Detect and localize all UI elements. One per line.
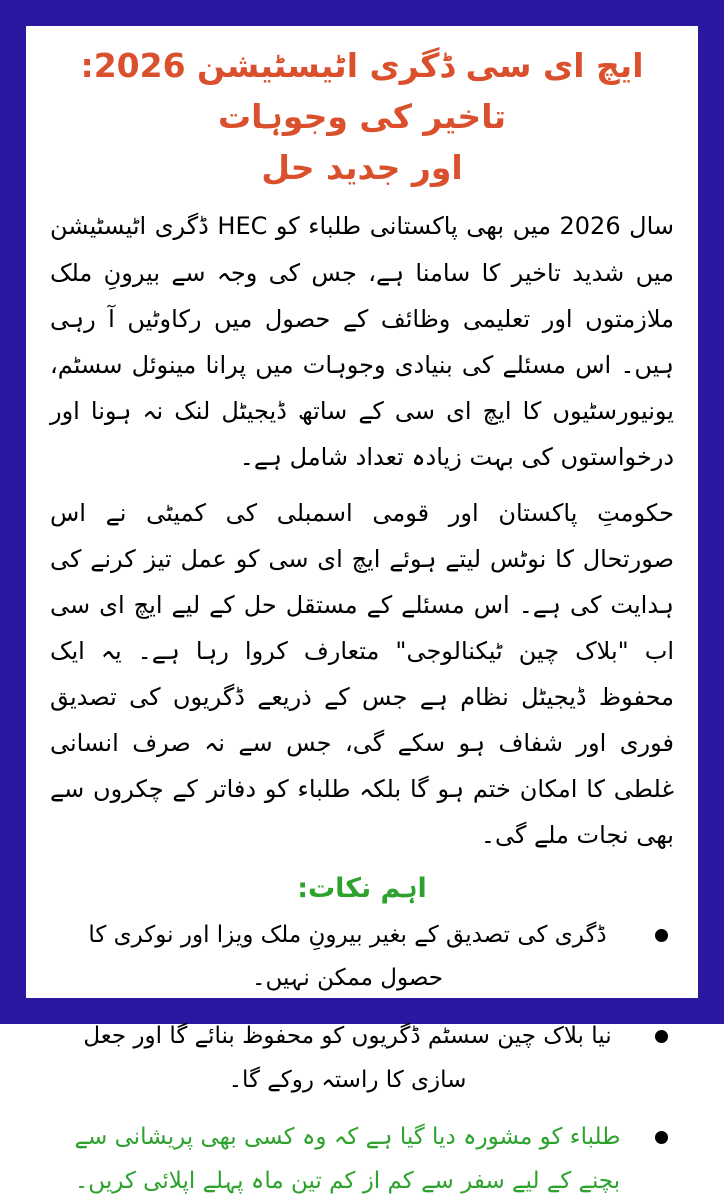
list-item [56,1015,668,1102]
paragraph-delay-reasons: سال 2026 میں بھی پاکستانی طلباء کو HEC ڈگری اٹیسٹیشن میں شدید تاخیر کا سامنا ہے، جس کی وجہ سے بیرونِ ملک ملازمتوں اور تعلیمی وظائف کے حصول میں رکاوٹیں آ رہی ہیں۔ اس مسئلے کی بنیادی وجوہات میں پرانا مینوئل سسٹم، یونیورسٹیوں کا ایچ ای سی کے ساتھ ڈیجیٹل لنک نہ ہونا اور درخواستوں کی بہت زیادہ تعداد شامل ہے۔ [50,212,674,471]
point-text-apply-early-advice: طلباء کو مشورہ دیا گیا ہے کہ وہ کسی بھی پریشانی سے بچنے کے لیے سفر سے کم از کم تین ماہ پہلے اپلائی کریں۔ [74,1124,621,1194]
bullet-icon [655,1030,668,1043]
list-item [56,1116,668,1203]
title-line-1: ایچ ای سی ڈگری اٹیسٹیشن 2026: تاخیر کی وجوہات [80,46,644,137]
title-line-2: اور جدید حل [261,148,463,188]
point-text-degree-verification: ڈگری کی تصدیق کے بغیر بیرونِ ملک ویزا اور نوکری کا حصول ممکن نہیں۔ [88,921,607,992]
page-title [50,40,674,193]
point-text-blockchain-security: نیا بلاک چین سسٹم ڈگریوں کو محفوظ بنائے گا اور جعل سازی کا راستہ روکے گا۔ [83,1022,612,1093]
key-points-list [50,914,674,1204]
paragraph-blockchain-solution: حکومتِ پاکستان اور قومی اسمبلی کی کمیٹی نے اس صورتحال کا نوٹس لیتے ہوئے ایچ ای سی کو عمل تیز کرنے کی ہدایت کی ہے۔ اس مسئلے کے مستقل حل کے لیے ایچ ای سی اب "بلاک چین ٹیکنالوجی" متعارف کروا رہا ہے۔ یہ ایک محفوظ ڈیجیٹل نظام ہے جس کے ذریعے ڈگریوں کی تصدیق فوری اور شفاف ہو سکے گی، جس سے نہ صرف انسانی غلطی کا امکان ختم ہو گا بلکہ طلباء کو دفاتر کے چکروں سے بھی نجات ملے گی۔ [50,498,674,850]
bullet-icon [655,929,668,942]
list-item [56,914,668,1001]
key-points-heading: اہم نکات: [297,872,427,904]
bullet-icon [655,1131,668,1144]
